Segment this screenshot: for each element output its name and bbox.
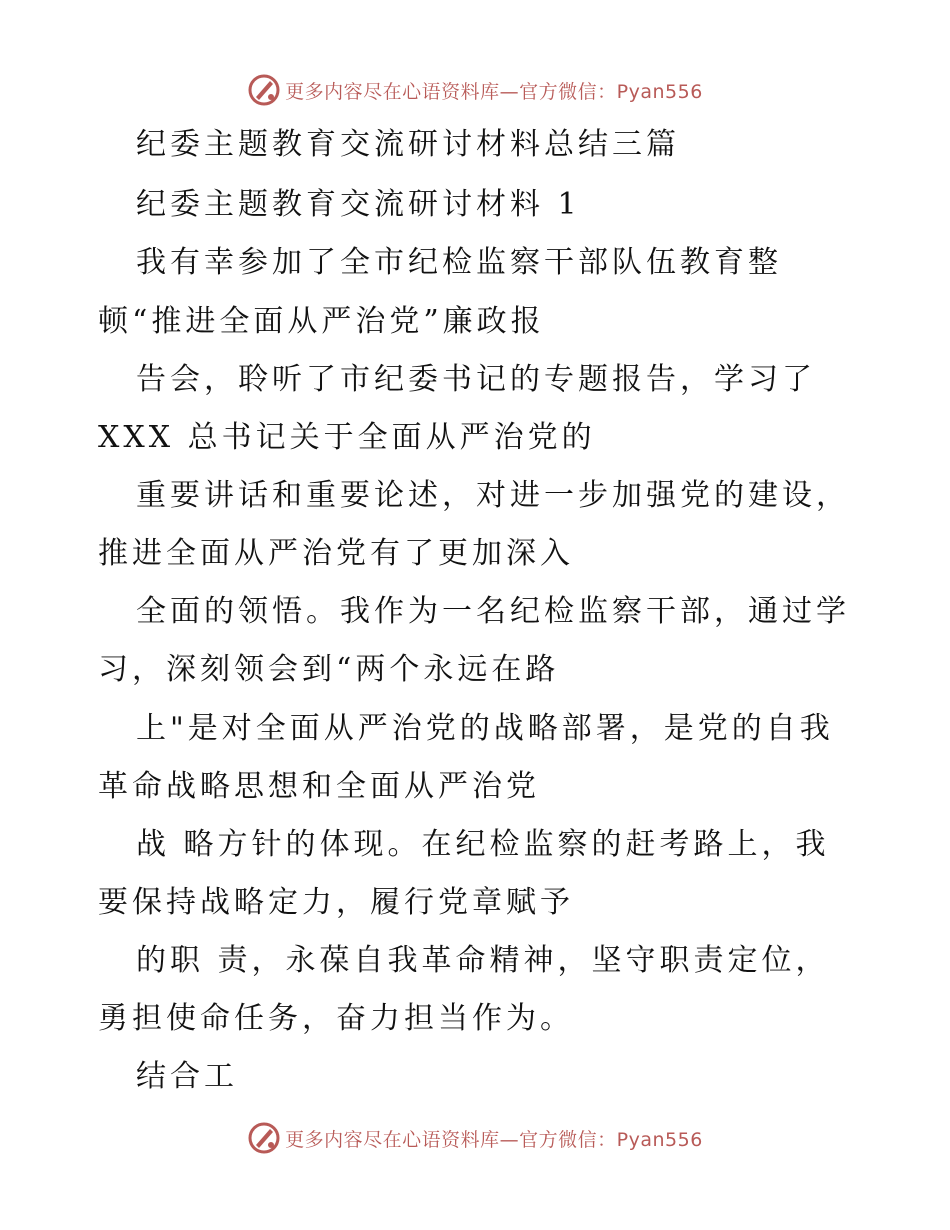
section-heading: 纪委主题教育交流研讨材料 1 <box>136 187 581 222</box>
paragraph-line: 的职 责，永葆自我革命精神，坚守职责定位， <box>136 943 830 978</box>
watermark-text: 更多内容尽在心语资料库—官方微信：Pyan556 <box>285 80 703 103</box>
paragraph-line: 结合工 <box>136 1059 238 1094</box>
footer-watermark <box>0 1118 950 1158</box>
brand-logo-icon <box>247 73 281 107</box>
paragraph-line: 全面的领悟。我作为一名纪检监察干部，通过学 <box>136 594 850 629</box>
header-watermark <box>0 70 950 110</box>
paragraph-line: 上"是对全面从严治党的战略部署，是党的自我 <box>136 711 834 746</box>
paragraph-line: 习，深刻领会到“两个永远在路 <box>98 652 560 687</box>
paragraph-line: 要保持战略定力，履行党章赋予 <box>98 885 574 920</box>
paragraph-line: 顿“推进全面从严治党”廉政报 <box>98 304 545 339</box>
paragraph-line: 重要讲话和重要论述，对进一步加强党的建设， <box>136 478 850 513</box>
brand-logo-icon <box>247 1121 281 1155</box>
paragraph-line: 革命战略思想和全面从严治党 <box>98 769 540 804</box>
paragraph-line: XXX 总书记关于全面从严治党的 <box>98 420 596 455</box>
paragraph-line: 勇担使命任务，奋力担当作为。 <box>98 1001 574 1036</box>
document-title: 纪委主题教育交流研讨材料总结三篇 <box>136 127 680 162</box>
paragraph-line: 我有幸参加了全市纪检监察干部队伍教育整 <box>136 245 782 280</box>
paragraph-line: 推进全面从严治党有了更加深入 <box>98 536 574 571</box>
paragraph-line: 告会，聆听了市纪委书记的专题报告，学习了 <box>136 362 816 397</box>
watermark-text: 更多内容尽在心语资料库—官方微信：Pyan556 <box>285 1128 703 1151</box>
paragraph-line: 战 略方针的体现。在纪检监察的赶考路上，我 <box>136 827 830 862</box>
